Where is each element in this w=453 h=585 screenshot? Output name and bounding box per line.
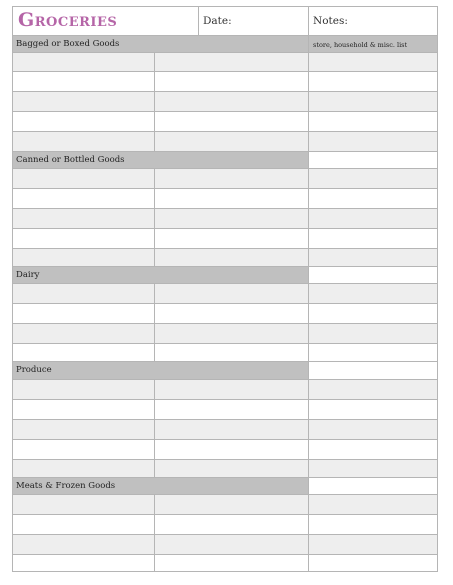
list-item-cell[interactable] [154, 343, 308, 361]
notes-subheader-label: store, household & misc. list [313, 41, 408, 49]
list-item-cell[interactable] [12, 379, 154, 399]
list-item-cell[interactable] [12, 419, 154, 439]
notes-cell[interactable] [308, 91, 438, 111]
list-item-cell[interactable] [154, 131, 308, 151]
list-item-cell[interactable] [12, 188, 154, 208]
section-header [12, 35, 308, 52]
list-item-cell[interactable] [154, 399, 308, 419]
list-item-cell[interactable] [12, 303, 154, 323]
list-item-cell[interactable] [154, 303, 308, 323]
section-label: Produce [16, 365, 52, 375]
list-item-cell[interactable] [154, 439, 308, 459]
list-item-cell[interactable] [154, 228, 308, 248]
list-item-cell[interactable] [154, 379, 308, 399]
list-item-cell[interactable] [12, 399, 154, 419]
section-label: Bagged or Boxed Goods [16, 39, 120, 49]
section-header [12, 477, 308, 494]
notes-field[interactable] [308, 6, 438, 35]
list-item-cell[interactable] [12, 111, 154, 131]
notes-cell[interactable] [308, 283, 438, 303]
list-item-cell[interactable] [154, 248, 308, 266]
notes-cell[interactable] [308, 303, 438, 323]
list-item-cell[interactable] [154, 459, 308, 477]
list-item-cell[interactable] [12, 91, 154, 111]
list-item-cell[interactable] [154, 514, 308, 534]
notes-label: Notes: [313, 15, 348, 27]
list-item-cell[interactable] [154, 52, 308, 71]
list-item-cell[interactable] [12, 208, 154, 228]
list-item-cell[interactable] [12, 168, 154, 188]
notes-cell[interactable] [308, 439, 438, 459]
section-header [12, 266, 308, 283]
notes-cell[interactable] [308, 111, 438, 131]
list-item-cell[interactable] [12, 52, 154, 71]
notes-cell[interactable] [308, 459, 438, 477]
list-item-cell[interactable] [154, 534, 308, 554]
list-item-cell[interactable] [154, 554, 308, 572]
list-item-cell[interactable] [12, 494, 154, 514]
list-item-cell[interactable] [154, 323, 308, 343]
section-header [12, 151, 308, 168]
notes-cell[interactable] [308, 514, 438, 534]
list-item-cell[interactable] [12, 323, 154, 343]
notes-cell[interactable] [308, 343, 438, 361]
notes-cell[interactable] [308, 151, 438, 168]
notes-cell[interactable] [308, 399, 438, 419]
list-item-cell[interactable] [12, 459, 154, 477]
list-item-cell[interactable] [12, 283, 154, 303]
page-title: Groceries [18, 9, 118, 31]
list-item-cell[interactable] [12, 514, 154, 534]
notes-cell[interactable] [308, 248, 438, 266]
list-item-cell[interactable] [154, 494, 308, 514]
list-item-cell[interactable] [154, 208, 308, 228]
notes-cell[interactable] [308, 494, 438, 514]
notes-cell[interactable] [308, 228, 438, 248]
notes-cell[interactable] [308, 477, 438, 494]
list-item-cell[interactable] [154, 111, 308, 131]
notes-cell[interactable] [308, 323, 438, 343]
list-item-cell[interactable] [12, 554, 154, 572]
notes-subheader [308, 35, 438, 52]
date-field[interactable] [198, 6, 308, 35]
notes-cell[interactable] [308, 266, 438, 283]
title-cell [12, 6, 198, 35]
list-item-cell[interactable] [12, 343, 154, 361]
list-item-cell[interactable] [154, 91, 308, 111]
list-item-cell[interactable] [154, 188, 308, 208]
list-item-cell[interactable] [12, 534, 154, 554]
section-label: Dairy [16, 270, 40, 280]
notes-cell[interactable] [308, 52, 438, 71]
notes-cell[interactable] [308, 554, 438, 572]
list-item-cell[interactable] [12, 228, 154, 248]
list-item-cell[interactable] [154, 419, 308, 439]
list-item-cell[interactable] [154, 71, 308, 91]
list-item-cell[interactable] [12, 248, 154, 266]
section-header [12, 361, 308, 379]
list-item-cell[interactable] [12, 71, 154, 91]
notes-cell[interactable] [308, 534, 438, 554]
list-item-cell[interactable] [154, 168, 308, 188]
notes-cell[interactable] [308, 419, 438, 439]
notes-cell[interactable] [308, 188, 438, 208]
notes-cell[interactable] [308, 71, 438, 91]
notes-cell[interactable] [308, 361, 438, 379]
notes-cell[interactable] [308, 208, 438, 228]
date-label: Date: [203, 15, 232, 27]
section-label: Meats & Frozen Goods [16, 481, 116, 491]
grocery-list-sheet [12, 6, 438, 572]
notes-cell[interactable] [308, 131, 438, 151]
list-item-cell[interactable] [12, 439, 154, 459]
notes-cell[interactable] [308, 168, 438, 188]
section-label: Canned or Bottled Goods [16, 155, 125, 165]
list-item-cell[interactable] [12, 131, 154, 151]
notes-cell[interactable] [308, 379, 438, 399]
list-item-cell[interactable] [154, 283, 308, 303]
